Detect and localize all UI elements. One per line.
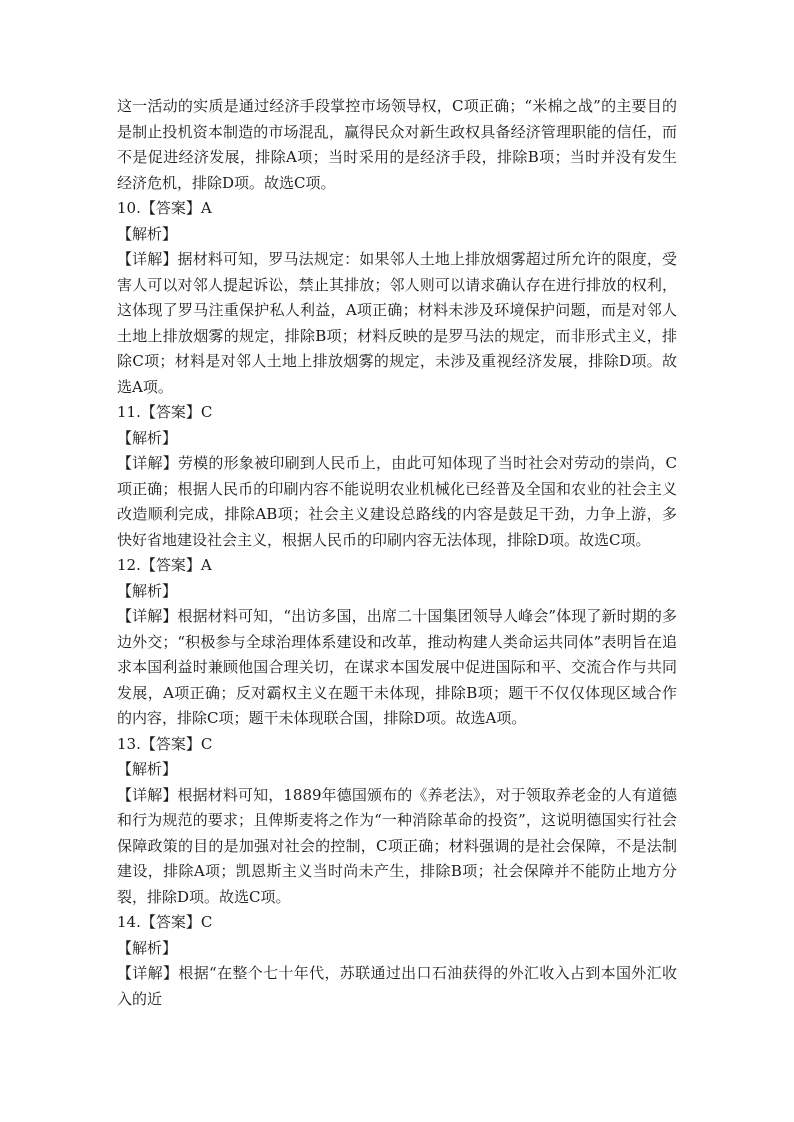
answer-line: 12.【答案】A bbox=[117, 556, 212, 574]
analysis-paragraph: 【详解】根据材料可知，1889年德国颁布的《养老法》，对于领取养老金的人有道德和行为规范的要求；且俾斯麦将之作为“一种消除革命的投资”，这说明德国实行社会保障政策的目的是加强对社会的控制，C项正确；材料强调的是社会保障，不是法制建设，排除A项；凯恩斯主义当时尚未产生，排除B项；社会保障并不能防止地方分裂，排除D项。故选C项。 bbox=[117, 785, 677, 906]
answer-line: 11.【答案】C bbox=[117, 403, 213, 421]
document-page bbox=[117, 94, 677, 1012]
answer-line: 13.【答案】C bbox=[117, 734, 213, 753]
answer-line: 14.【答案】C bbox=[117, 913, 213, 931]
answer-line: 10.【答案】A bbox=[117, 199, 212, 217]
analysis-label: 【解析】 bbox=[117, 760, 178, 778]
analysis-label: 【解析】 bbox=[117, 938, 178, 957]
analysis-paragraph: 【详解】根据材料可知，“出访多国，出席二十国集团领导人峰会”体现了新时期的多边外交；“积极参与全球治理体系建设和改革，推动构建人类命运共同体”表明旨在追求本国利益时兼顾他国合理关切，在谋求本国发展中促进国际和平、交流合作与共同发展，A项正确；反对霸权主义在题干未体现，排除B项；题干不仅仅体现区域合作的内容，排除C项；题干未体现联合国，排除D项。故选A项。 bbox=[117, 607, 677, 727]
analysis-paragraph: 【详解】劳模的形象被印刷到人民币上，由此可知体现了当时社会对劳动的崇尚，C项正确；根据人民币的印刷内容不能说明农业机械化已经普及全国和农业的社会主义改造顺利完成，排除AB项；社会主义建设总路线的内容是鼓足干劲，力争上游，多快好省地建设社会主义，根据人民币的印刷内容无法体现，排除D项。故选C项。 bbox=[117, 454, 677, 549]
analysis-label: 【解析】 bbox=[117, 224, 178, 243]
analysis-label: 【解析】 bbox=[117, 581, 178, 600]
analysis-label: 【解析】 bbox=[117, 428, 178, 447]
analysis-paragraph: 【详解】根据“在整个七十年代，苏联通过出口石油获得的外汇收入占到本国外汇收入的近 bbox=[117, 964, 677, 1008]
analysis-paragraph: 这一活动的实质是通过经济手段掌控市场领导权，C项正确；“米棉之战”的主要目的是制止投机资本制造的市场混乱，赢得民众对新生政权具备经济管理职能的信任，而不是促进经济发展，排除A项；当时采用的是经济手段，排除B项；当时并没有发生经济危机，排除D项。故选C项。 bbox=[117, 97, 677, 192]
analysis-paragraph: 【详解】据材料可知，罗马法规定：如果邻人土地上排放烟雾超过所允许的限度，受害人可以对邻人提起诉讼，禁止其排放；邻人则可以请求确认存在进行排放的权利，这体现了罗马注重保护私人利益，A项正确；材料未涉及环境保护问题，而是对邻人土地上排放烟雾的规定，排除B项；材料反映的是罗马法的规定，而非形式主义，排除C项；材料是对邻人土地上排放烟雾的规定，未涉及重视经济发展，排除D项。故选A项。 bbox=[117, 250, 677, 396]
